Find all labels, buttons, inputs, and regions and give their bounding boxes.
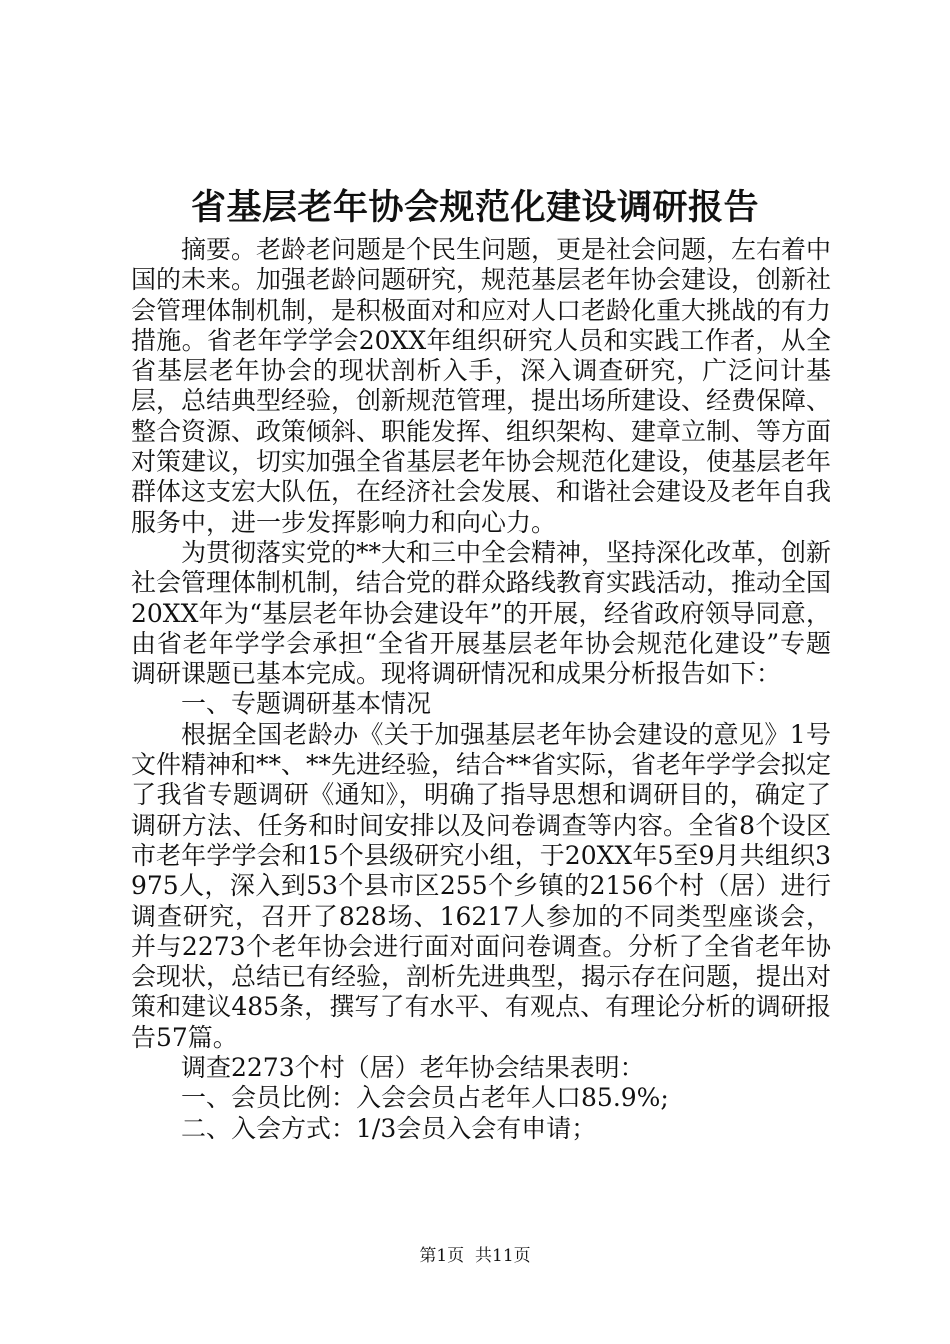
section-heading: 一、专题调研基本情况: [181, 689, 432, 719]
result-item-join-method: 二、入会方式：1/3会员入会有申请；: [181, 1113, 597, 1143]
page-footer: [0, 1245, 950, 1267]
page-total: 共11页: [475, 1246, 531, 1266]
document-body: [131, 235, 831, 1144]
page-number: 第1页: [419, 1246, 465, 1266]
result-item-membership: 一、会员比例：入会会员占老年人口85.9%;: [181, 1083, 669, 1113]
results-intro: 调查2273个村（居）老年协会结果表明：: [181, 1053, 645, 1083]
abstract-paragraph: 摘要。老龄老问题是个民生问题，更是社会问题，左右着中国的未来。加强老龄问题研究，规范基层老年协会建设，创新社会管理体制机制，是积极面对和应对人口老龄化重大挑战的有力措施。省老年学学会20XX年组织研究人员和实践工作者，从全省基层老年协会的现状剖析入手，深入调查研究，广泛问计基层，总结典型经验，创新规范管理，提出场所建设、经费保障、整合资源、政策倾斜、职能发挥、组织架构、建章立制、等方面对策建议，切实加强全省基层老年协会规范化建设，使基层老年群体这支宏大队伍，在经济社会发展、和谐社会建设及老年自我服务中，进一步发挥影响力和向心力。: [131, 235, 832, 537]
intro-paragraph: 为贯彻落实党的**大和三中全会精神，坚持深化改革，创新社会管理体制机制，结合党的群众路线教育实践活动，推动全国20XX年为“基层老年协会建设年”的开展，经省政府领导同意，由省老年学学会承担“全省开展基层老年协会规范化建设”专题调研课题已基本完成。现将调研情况和成果分析报告如下：: [131, 537, 832, 689]
document-title: 省基层老年协会规范化建设调研报告: [190, 187, 759, 228]
survey-paragraph: 根据全国老龄办《关于加强基层老年协会建设的意见》1号文件精神和**、**先进经验，结合**省实际，省老年学学会拟定了我省专题调研《通知》，明确了指导思想和调研目的，确定了调研方法、任务和时间安排以及问卷调查等内容。全省8个设区市老年学学会和15个县级研究小组，于20XX年5至9月共组织3975人，深入到53个县市区255个乡镇的2156个村（居）进行调查研究，召开了828场、16217人参加的不同类型座谈会，并与2273个老年协会进行面对面问卷调查。分析了全省老年协会现状，总结已有经验，剖析先进典型，揭示存在问题，提出对策和建议485条，撰写了有水平、有观点、有理论分析的调研报告57篇。: [131, 719, 832, 1052]
footer-spacer: [464, 1246, 475, 1266]
